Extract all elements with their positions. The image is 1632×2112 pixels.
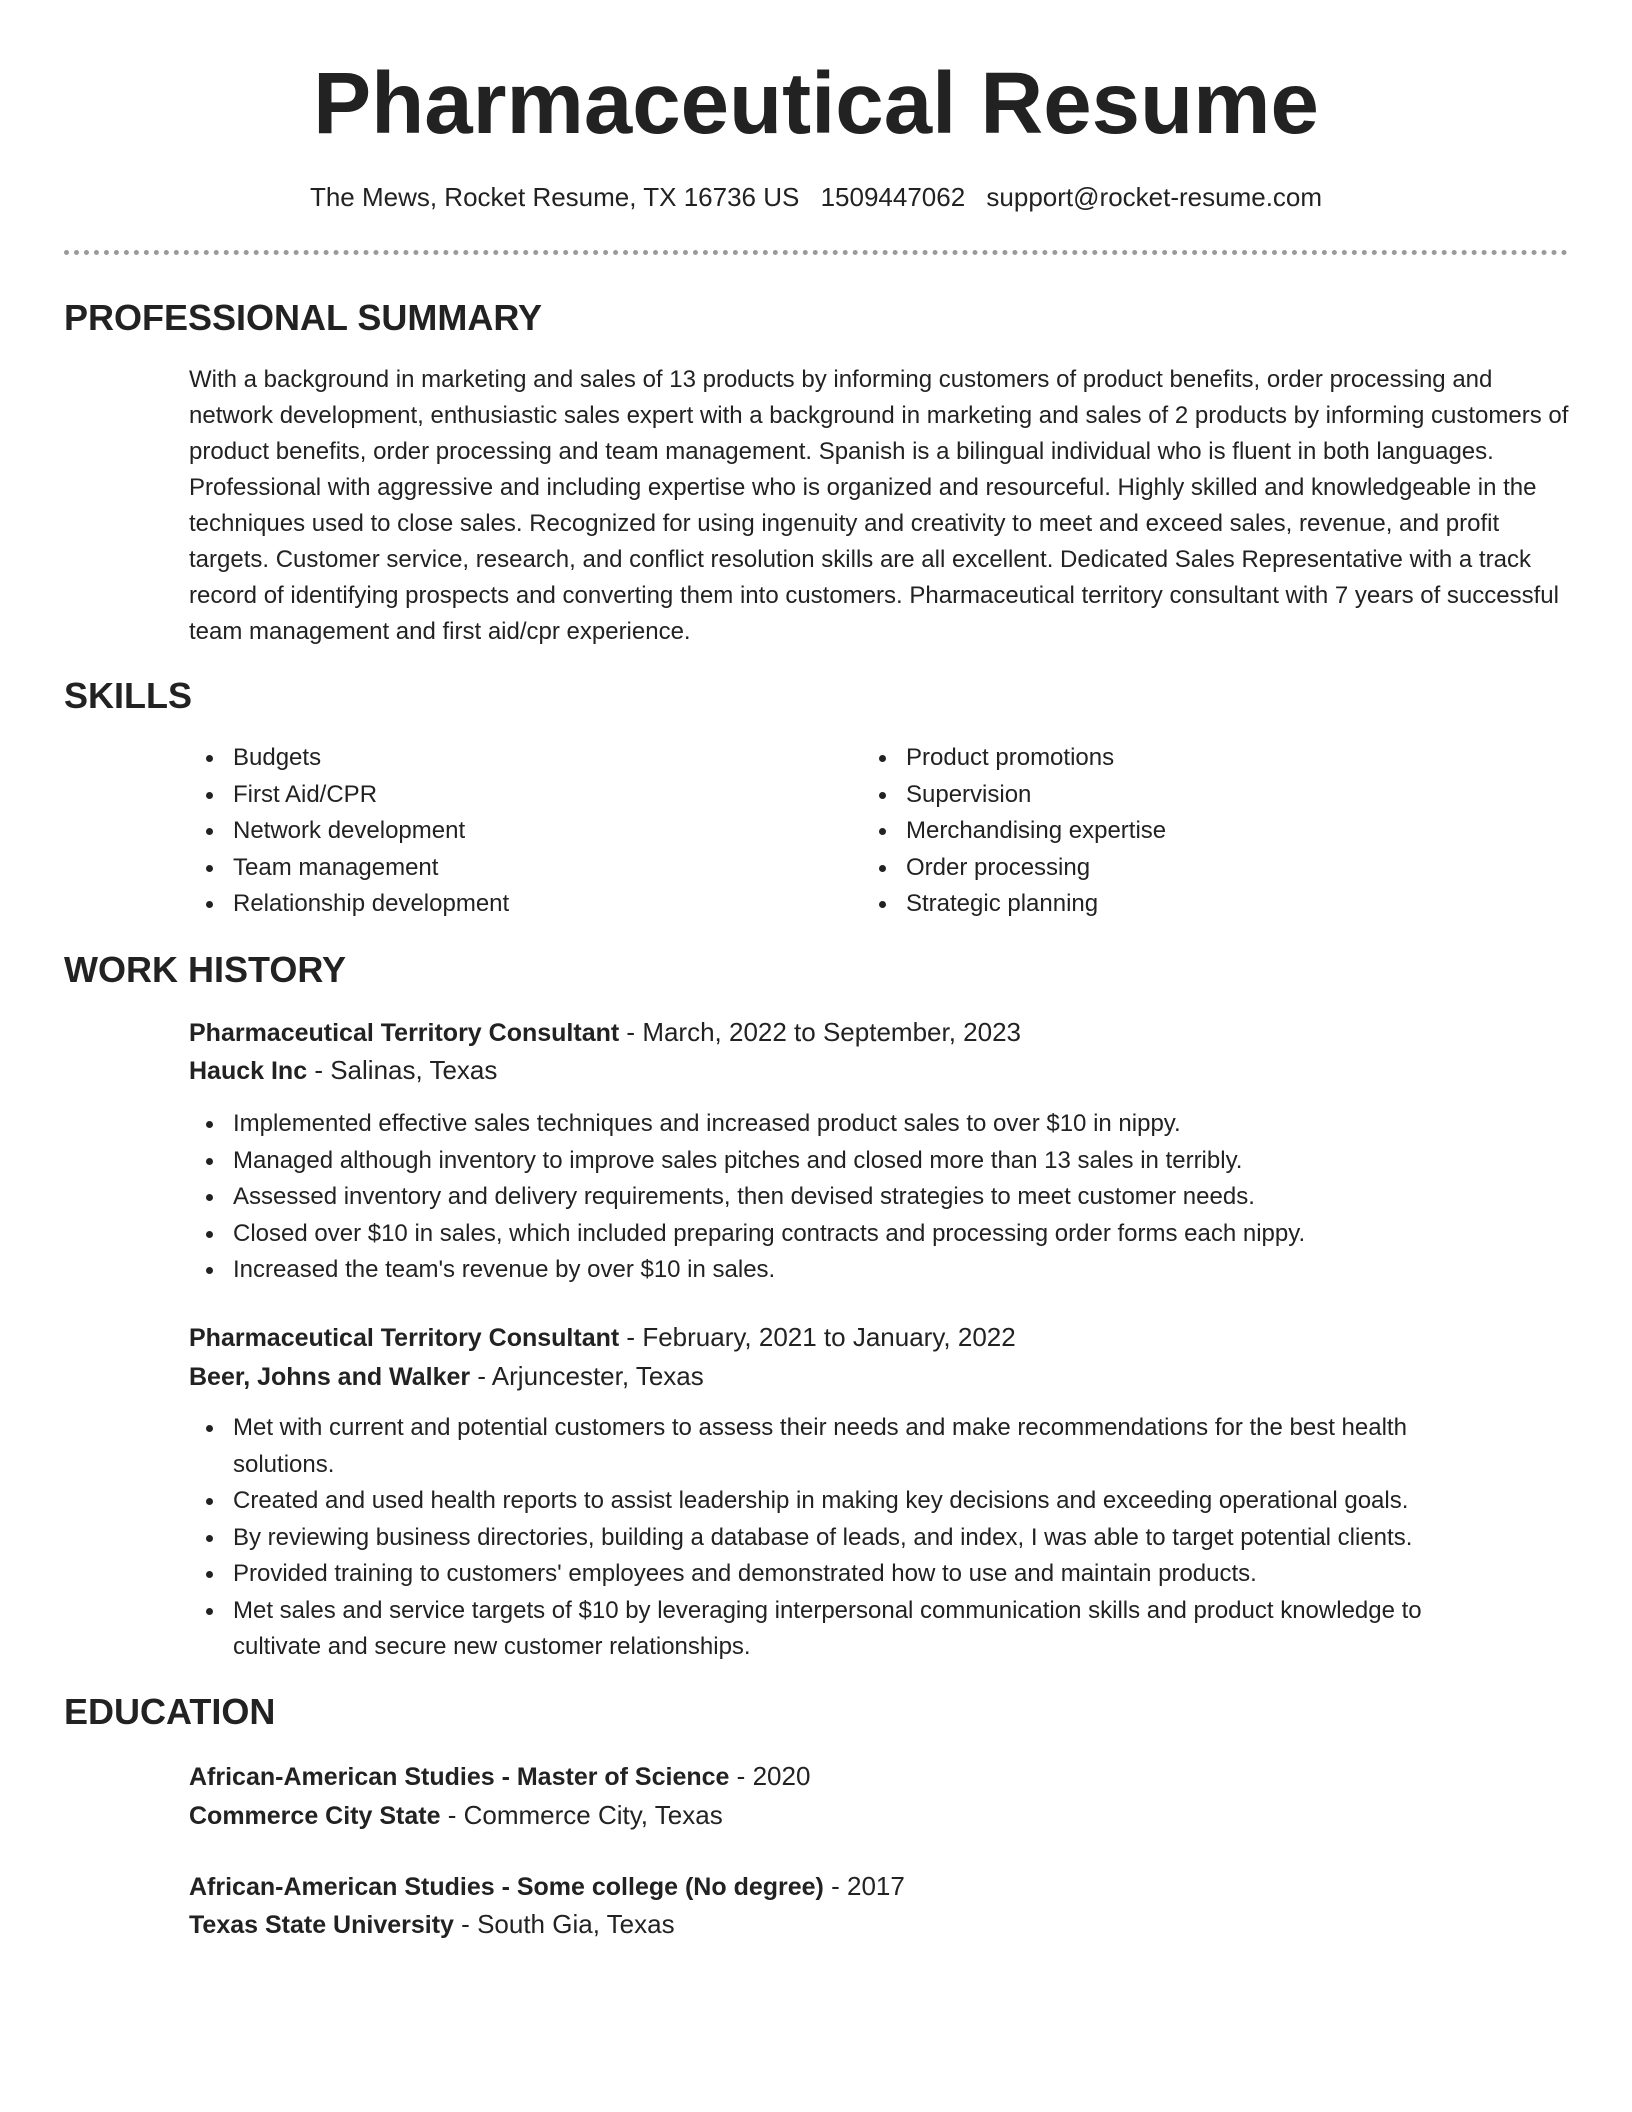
job-bullet: Met with current and potential customers to assess their needs and make recommendations for the best health solutions. bbox=[189, 1410, 1489, 1483]
separator: - bbox=[619, 1017, 643, 1047]
contact-address: The Mews, Rocket Resume, TX 16736 US bbox=[309, 182, 800, 212]
work-title: WORK HISTORY bbox=[64, 949, 347, 990]
job-bullet: Implemented effective sales techniques and increased product sales to over $10 in nippy. bbox=[189, 1106, 1489, 1143]
job-heading bbox=[189, 1013, 1021, 1052]
separator: - bbox=[307, 1055, 331, 1085]
job-location: Arjuncester, Texas bbox=[491, 1361, 704, 1391]
job-bullets bbox=[189, 1410, 1489, 1666]
job-bullet: Increased the team's revenue by over $10 in sales. bbox=[189, 1252, 1489, 1289]
job-role: Pharmaceutical Territory Consultant bbox=[189, 1019, 620, 1047]
skill-item: Supervision bbox=[862, 777, 1502, 814]
education-degree-line bbox=[189, 1757, 810, 1796]
contact-line bbox=[0, 179, 1632, 215]
job-bullet: By reviewing business directories, building a database of leads, and index, I was able to target potential clients. bbox=[189, 1520, 1489, 1557]
job-dates: March, 2022 to September, 2023 bbox=[642, 1017, 1022, 1047]
job-bullets bbox=[189, 1106, 1489, 1289]
skills-list-right bbox=[862, 740, 1502, 923]
job-company-line bbox=[189, 1051, 497, 1090]
header-divider bbox=[64, 250, 1568, 255]
education-location: South Gia, Texas bbox=[477, 1909, 675, 1939]
education-school: Commerce City State bbox=[189, 1802, 441, 1830]
job-heading bbox=[189, 1318, 1016, 1357]
skill-item: Budgets bbox=[189, 740, 829, 777]
separator: - bbox=[729, 1761, 753, 1791]
job-dates: February, 2021 to January, 2022 bbox=[642, 1322, 1016, 1352]
separator: - bbox=[440, 1800, 464, 1830]
skills-list-left bbox=[189, 740, 829, 923]
skill-item: First Aid/CPR bbox=[189, 777, 829, 814]
resume-name: Pharmaceutical Resume bbox=[313, 55, 1319, 152]
contact-phone: 1509447062 bbox=[820, 182, 966, 212]
job-bullet: Created and used health reports to assist leadership in making key decisions and exceeding operational goals. bbox=[189, 1483, 1489, 1520]
education-year: 2020 bbox=[752, 1761, 811, 1791]
contact-email: support@rocket-resume.com bbox=[986, 182, 1323, 212]
summary-title: PROFESSIONAL SUMMARY bbox=[64, 297, 543, 338]
skill-item: Strategic planning bbox=[862, 886, 1502, 923]
job-company-line bbox=[189, 1357, 704, 1396]
job-bullet: Managed although inventory to improve sales pitches and closed more than 13 sales in terribly. bbox=[189, 1143, 1489, 1180]
education-year: 2017 bbox=[847, 1871, 905, 1901]
education-degree: African-American Studies - Some college (No degree) bbox=[189, 1873, 824, 1901]
education-school-line bbox=[189, 1905, 675, 1944]
job-role: Pharmaceutical Territory Consultant bbox=[189, 1324, 620, 1352]
skill-item: Team management bbox=[189, 850, 829, 887]
job-company: Beer, Johns and Walker bbox=[189, 1363, 471, 1391]
job-bullet: Closed over $10 in sales, which included preparing contracts and processing order forms each nippy. bbox=[189, 1216, 1489, 1253]
education-degree: African-American Studies - Master of Science bbox=[189, 1763, 730, 1791]
skill-item: Network development bbox=[189, 813, 829, 850]
education-school: Texas State University bbox=[189, 1911, 454, 1939]
skill-item: Order processing bbox=[862, 850, 1502, 887]
education-title: EDUCATION bbox=[64, 1691, 276, 1732]
skills-title: SKILLS bbox=[64, 675, 193, 716]
education-school-line bbox=[189, 1796, 723, 1835]
education-location: Commerce City, Texas bbox=[463, 1800, 723, 1830]
separator: - bbox=[619, 1322, 643, 1352]
skill-item: Merchandising expertise bbox=[862, 813, 1502, 850]
separator: - bbox=[823, 1871, 847, 1901]
job-location: Salinas, Texas bbox=[330, 1055, 498, 1085]
separator: - bbox=[470, 1361, 492, 1391]
separator: - bbox=[453, 1909, 478, 1939]
skill-item: Product promotions bbox=[862, 740, 1502, 777]
summary-text: With a background in marketing and sales of 13 products by informing customers of product benefits, order processing and network development, enthusiastic sales expert with a background in marketing and sales of 2 products by informing customers of product benefits, order processing and team management. Spanish is a bilingual individual who is fluent in both languages. Professional with aggressive and including expertise who is organized and resourceful. Highly skilled and knowledgeable in the techniques used to close sales. Recognized for using ingenuity and creativity to meet and exceed sales, revenue, and profit targets. Customer service, research, and conflict resolution skills are all excellent. Dedicated Sales Representative with a track record of identifying prospects and converting them into customers. Pharmaceutical territory consultant with 7 years of successful team management and first aid/cpr experience. bbox=[189, 366, 1569, 645]
education-degree-line bbox=[189, 1867, 905, 1906]
skill-item: Relationship development bbox=[189, 886, 829, 923]
job-company: Hauck Inc bbox=[189, 1057, 308, 1085]
job-bullet: Provided training to customers' employees and demonstrated how to use and maintain products. bbox=[189, 1556, 1489, 1593]
job-bullet: Met sales and service targets of $10 by leveraging interpersonal communication skills and product knowledge to cultivate and secure new customer relationships. bbox=[189, 1593, 1489, 1666]
job-bullet: Assessed inventory and delivery requirements, then devised strategies to meet customer needs. bbox=[189, 1179, 1489, 1216]
